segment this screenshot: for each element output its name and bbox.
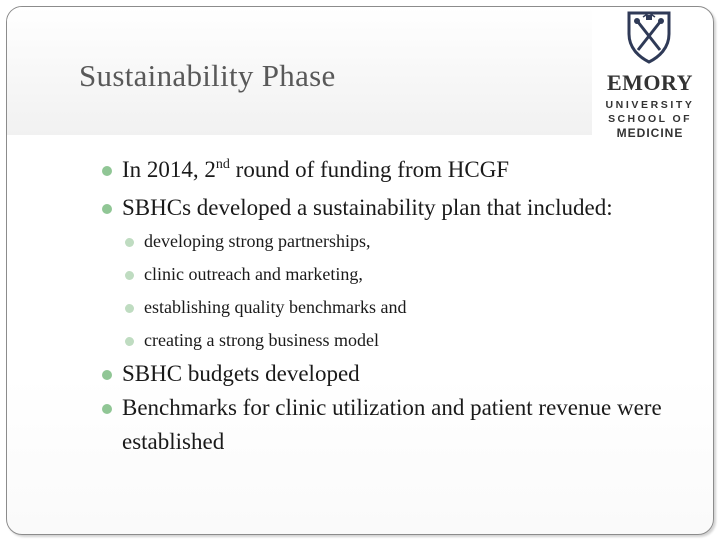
sub-bullet-dot [125, 271, 134, 280]
shield-icon [626, 10, 672, 64]
bullet-dot [102, 404, 112, 414]
bullet-dot [102, 166, 112, 176]
bullet-sustainability-plan [100, 191, 690, 225]
sub-bullet-dot [125, 337, 134, 346]
sub-bullet-benchmarks [100, 291, 690, 324]
logo-line-school: SCHOOL OF [608, 113, 692, 125]
logo-line-medicine: MEDICINE [616, 126, 684, 140]
sub-bullet-outreach [100, 258, 690, 291]
bullet-budgets [100, 357, 690, 391]
sub-bullet-text: establishing quality benchmarks and [144, 297, 407, 317]
bullet-budgets-text: SBHC budgets developed [122, 361, 360, 386]
bullet-dot [102, 204, 112, 214]
bullet-funding-suffix: round of funding from HCGF [229, 157, 510, 182]
bullet-funding-prefix: In 2014, 2 [122, 157, 216, 182]
sub-bullet-dot [125, 304, 134, 313]
sub-bullet-text: creating a strong business model [144, 330, 379, 350]
bullet-funding [100, 153, 690, 187]
sub-bullet-partnerships [100, 225, 690, 258]
logo-wordmark: EMORY [606, 70, 694, 95]
sub-bullet-text: developing strong partnerships, [144, 231, 371, 251]
sub-bullet-dot [125, 238, 134, 247]
sub-bullet-text: clinic outreach and marketing, [144, 264, 363, 284]
bullet-benchmarks [100, 391, 690, 459]
emory-logo [600, 10, 700, 140]
bullet-funding-sup: nd [215, 157, 230, 172]
bullet-list [100, 153, 690, 459]
bullet-dot [102, 370, 112, 380]
bullet-sustainability-plan-text: SBHCs developed a sustainability plan that included: [122, 195, 613, 220]
slide-title: Sustainability Phase [79, 58, 336, 93]
logo-line-university: UNIVERSITY [605, 99, 695, 111]
bullet-benchmarks-text: Benchmarks for clinic utilization and patient revenue were established [122, 395, 662, 454]
sub-bullet-business-model [100, 324, 690, 357]
